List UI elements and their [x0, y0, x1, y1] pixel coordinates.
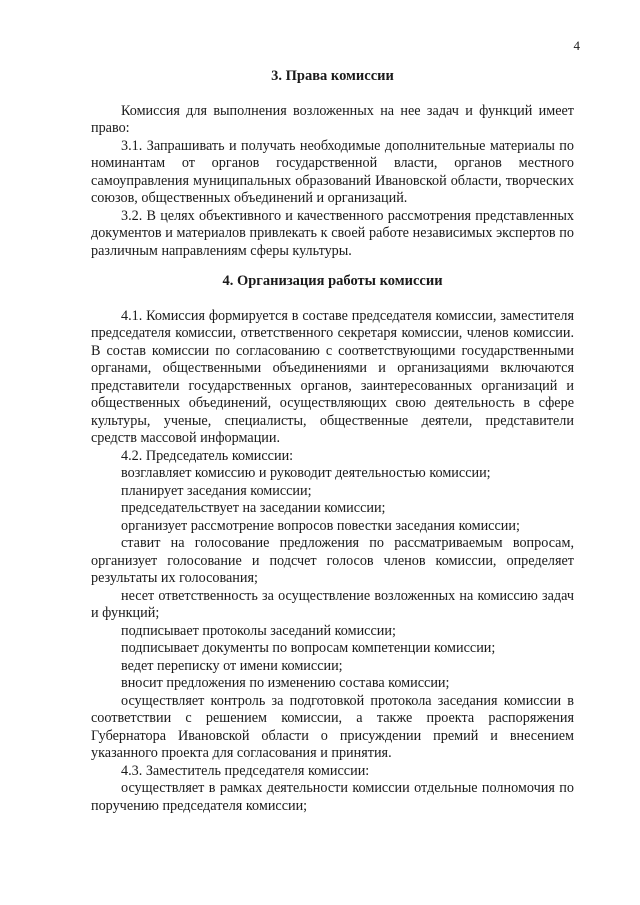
chairman-duty-item: организует рассмотрение вопросов повестки заседания комиссии; — [121, 517, 520, 534]
chairman-duty-item: возглавляет комиссию и руководит деятельностью комиссии; — [121, 465, 491, 481]
deputy-duty-item: осуществляет в рамках деятельности комиссии отдельные полномочия по поручению председателя комиссии; — [91, 780, 574, 814]
section-organization — [91, 273, 574, 815]
paragraph-rights-intro: Комиссия для выполнения возложенных на нее задач и функций имеет право: — [91, 102, 574, 136]
section-heading-organization: 4. Организация работы комиссии — [222, 273, 443, 289]
section-heading-rights: 3. Права комиссии — [271, 68, 394, 84]
chairman-duty-item: осуществляет контроль за подготовкой протокола заседания комиссии в соответствии с решением комиссии, а также проекта распоряжения Губернатора Ивановской области о присуждении премий и внесением указанного проекта для согласования и принятия. — [91, 692, 574, 761]
paragraph-3-2: 3.2. В целях объективного и качественного рассмотрения представленных документов и материалов привлекать к своей работе независимых экспертов по различным направлениям сферы культуры. — [91, 207, 574, 259]
chairman-duty-item: ведет переписку от имени комиссии; — [121, 657, 343, 674]
paragraph-3-1: 3.1. Запрашивать и получать необходимые дополнительные материалы по номинантам от органов государственной власти, органов местного самоуправления муниципальных образований Ивановской области, творческих союзов, общественных объединений и организаций. — [91, 137, 574, 206]
chairman-duty-item: подписывает документы по вопросам компетенции комиссии; — [121, 640, 496, 656]
paragraph-4-1: 4.1. Комиссия формируется в составе председателя комиссии, заместителя председателя комиссии, ответственного секретаря комиссии, членов комиссии. В состав комиссии по согласованию с соответствующими государственными органами, общественными объединениями и организациями включаются представители государственных органов, заинтересованных организаций и общественных объединений, осуществляющих свою деятельность в сфере культуры, ученые, специалисты, общественные деятели, представители средств массовой информации. — [91, 307, 574, 446]
section-rights — [91, 68, 574, 260]
chairman-duty-item: подписывает протоколы заседаний комиссии; — [121, 622, 396, 639]
paragraph-4-2: 4.2. Председатель комиссии: — [121, 447, 294, 464]
chairman-duty-item: ставит на голосование предложения по рассматриваемым вопросам, организует голосование и подсчет голосов членов комиссии, определяет результаты их голосования; — [91, 535, 574, 586]
chairman-duty-item: председательствует на заседании комиссии; — [121, 500, 386, 516]
chairman-duty-item: планирует заседания комиссии; — [121, 482, 312, 499]
page-number: 4 — [573, 38, 580, 53]
chairman-duty-item: вносит предложения по изменению состава комиссии; — [121, 675, 450, 691]
chairman-duty-item: несет ответственность за осуществление возложенных на комиссию задач и функций; — [91, 587, 574, 621]
paragraph-4-3: 4.3. Заместитель председателя комиссии: — [121, 762, 370, 779]
